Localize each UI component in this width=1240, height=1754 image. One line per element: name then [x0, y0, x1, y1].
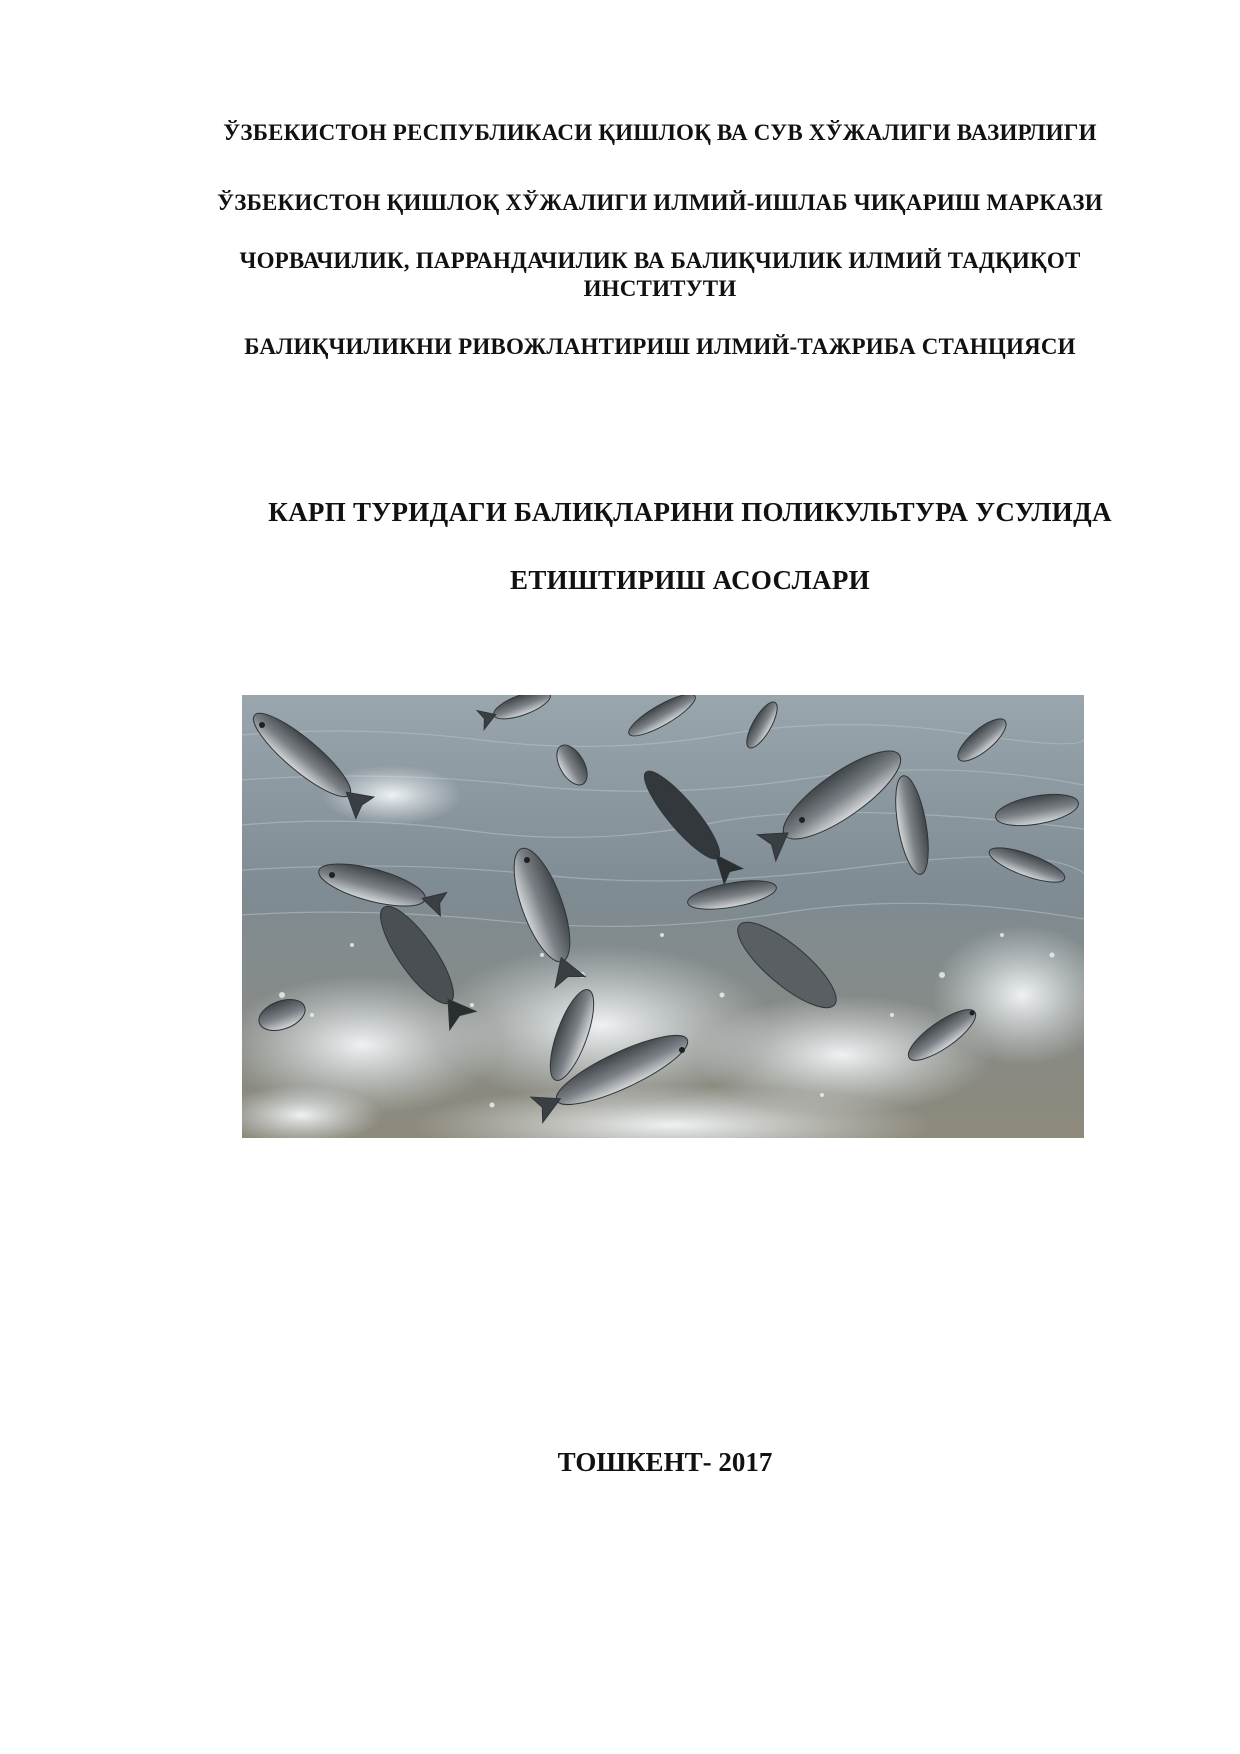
jumping-fish-photo — [242, 695, 1084, 1138]
station-name: БАЛИҚЧИЛИКНИ РИВОЖЛАНТИРИШ ИЛМИЙ-ТАЖРИБА СТАНЦИЯСИ — [244, 334, 1076, 359]
document-title-line-2: ЕТИШТИРИШ АСОСЛАРИ — [510, 565, 870, 595]
research-center-name: ЎЗБЕКИСТОН ҚИШЛОҚ ХЎЖАЛИГИ ИЛМИЙ-ИШЛАБ ЧИҚАРИШ МАРКАЗИ — [217, 190, 1103, 215]
ministry-name: ЎЗБЕКИСТОН РЕСПУБЛИКАСИ ҚИШЛОҚ ВА СУВ ХЎЖАЛИГИ ВАЗИРЛИГИ — [223, 120, 1097, 145]
document-title-line-1: КАРП ТУРИДАГИ БАЛИҚЛАРИНИ ПОЛИКУЛЬТУРА УСУЛИДА — [268, 497, 1112, 527]
place-and-year: ТОШКЕНТ- 2017 — [557, 1447, 773, 1477]
institute-name: ЧОРВАЧИЛИК, ПАРРАНДАЧИЛИК ВА БАЛИҚЧИЛИК ИЛМИЙ ТАДҚИҚОТ ИНСТИТУТИ — [239, 248, 1081, 301]
